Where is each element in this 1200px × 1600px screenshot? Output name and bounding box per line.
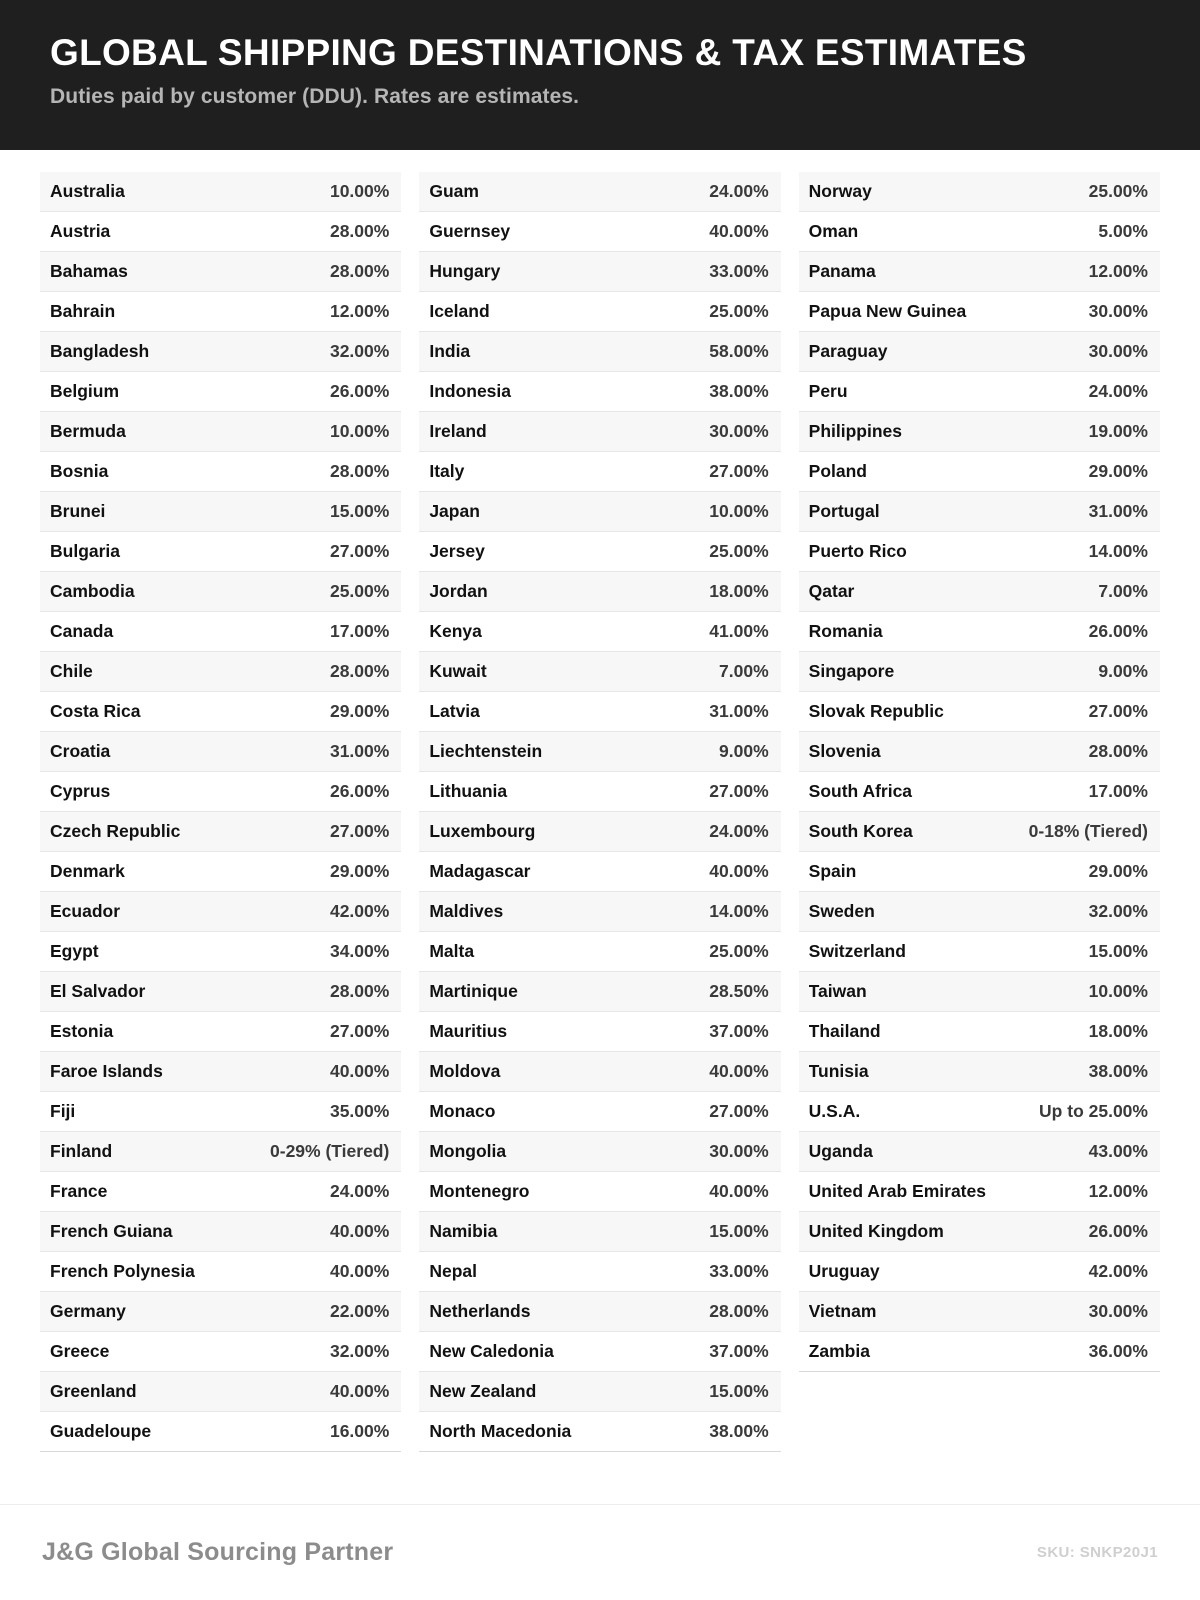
table-row (419, 1132, 780, 1172)
tax-rate-value: 25.00% (1088, 181, 1148, 201)
country-name: Greece (50, 1341, 110, 1361)
table-row (40, 812, 401, 852)
country-name: Netherlands (429, 1301, 531, 1321)
table-row (40, 252, 401, 292)
tax-rate-value: 9.00% (1098, 661, 1148, 681)
table-row (40, 1012, 401, 1052)
country-name: Czech Republic (50, 821, 181, 841)
tax-rate-value: 30.00% (1088, 301, 1148, 321)
country-name: Guam (429, 181, 479, 201)
table-row (799, 492, 1160, 532)
country-name: Australia (50, 181, 125, 201)
table-row (799, 812, 1160, 852)
table-row (40, 1132, 401, 1172)
tax-rate-value: 27.00% (709, 781, 769, 801)
country-name: Ireland (429, 421, 487, 441)
page-header (0, 0, 1200, 150)
country-name: Oman (808, 221, 859, 241)
rates-column-2 (419, 172, 780, 1452)
tax-rate-value: 10.00% (709, 501, 769, 521)
table-row (419, 812, 780, 852)
tax-rate-value: 40.00% (709, 1061, 769, 1081)
table-row (40, 1092, 401, 1132)
table-row (419, 372, 780, 412)
country-name: Guadeloupe (50, 1421, 152, 1441)
table-row (419, 1252, 780, 1292)
tax-rate-value: 28.00% (329, 261, 390, 281)
tax-rate-value: 14.00% (1088, 541, 1148, 561)
table-row (40, 372, 401, 412)
tax-rate-value: 12.00% (1088, 1181, 1148, 1201)
tax-rate-value: 0-29% (Tiered) (270, 1141, 390, 1161)
table-row (799, 852, 1160, 892)
table-row (419, 1292, 780, 1332)
page-subtitle: Duties paid by customer (DDU). Rates are estimates. (50, 84, 580, 108)
country-name: Switzerland (808, 941, 906, 961)
country-name: Peru (808, 381, 848, 401)
country-name: Chile (50, 661, 93, 681)
tax-rate-value: 58.00% (709, 341, 769, 361)
table-row (799, 612, 1160, 652)
tax-rate-value: 37.00% (709, 1341, 769, 1361)
tax-rate-value: 9.00% (719, 741, 769, 761)
tax-rate-value: 32.00% (329, 1341, 390, 1361)
table-row (40, 1212, 401, 1252)
country-name: Kuwait (429, 661, 487, 681)
country-name: Taiwan (808, 981, 867, 1001)
tax-rate-value: 35.00% (329, 1101, 390, 1121)
country-name: Slovenia (808, 741, 881, 761)
tax-rate-value: 14.00% (709, 901, 769, 921)
table-row (419, 772, 780, 812)
tax-rate-value: 40.00% (329, 1061, 390, 1081)
table-row (799, 1092, 1160, 1132)
country-name: Romania (808, 621, 883, 641)
page-footer (0, 1504, 1200, 1600)
tax-rate-value: 31.00% (709, 701, 769, 721)
table-row (419, 1012, 780, 1052)
tax-rate-value: 37.00% (709, 1021, 769, 1041)
country-name: France (50, 1181, 108, 1201)
country-name: Costa Rica (50, 701, 141, 721)
tax-rate-value: 5.00% (1098, 221, 1148, 241)
tax-rate-value: 26.00% (329, 381, 390, 401)
tax-rate-value: 30.00% (709, 421, 769, 441)
tax-rate-value: 33.00% (709, 261, 769, 281)
table-row (799, 1292, 1160, 1332)
table-row (40, 1172, 401, 1212)
country-name: Cambodia (50, 581, 135, 601)
country-name: Moldova (429, 1061, 501, 1081)
country-name: French Polynesia (50, 1261, 195, 1281)
tax-rate-value: 15.00% (329, 501, 390, 521)
country-name: Canada (50, 621, 114, 641)
tax-rate-value: 26.00% (1088, 621, 1148, 641)
country-name: Montenegro (429, 1181, 530, 1201)
table-row (799, 1212, 1160, 1252)
country-name: Portugal (808, 501, 880, 521)
country-name: Greenland (50, 1381, 137, 1401)
tax-rate-value: 10.00% (329, 421, 390, 441)
table-row (419, 1212, 780, 1252)
tax-rate-value: 24.00% (1088, 381, 1148, 401)
tax-rate-value: 16.00% (329, 1421, 390, 1441)
country-name: New Caledonia (429, 1341, 554, 1361)
country-name: Bangladesh (50, 341, 150, 361)
country-name: Hungary (429, 261, 501, 281)
tax-rate-value: 12.00% (329, 301, 390, 321)
tax-rate-value: 41.00% (709, 621, 769, 641)
table-row (419, 492, 780, 532)
table-row (799, 692, 1160, 732)
country-name: Mongolia (429, 1141, 507, 1161)
country-name: Fiji (50, 1101, 76, 1121)
country-name: Estonia (50, 1021, 114, 1041)
table-row (40, 852, 401, 892)
tax-rate-value: Up to 25.00% (1039, 1101, 1148, 1121)
country-name: Panama (808, 261, 876, 281)
tax-rate-value: 22.00% (329, 1301, 390, 1321)
country-name: Bahrain (50, 301, 116, 321)
table-row (40, 492, 401, 532)
table-row (40, 1052, 401, 1092)
table-row (419, 1412, 780, 1452)
table-row (40, 172, 401, 212)
country-name: Tunisia (808, 1061, 869, 1081)
table-row (799, 212, 1160, 252)
page-title: GLOBAL SHIPPING DESTINATIONS & TAX ESTIMATES (50, 32, 1027, 73)
country-name: Kenya (429, 621, 482, 641)
country-name: Monaco (429, 1101, 496, 1121)
country-name: Lithuania (429, 781, 508, 801)
country-name: India (429, 341, 471, 361)
table-row (419, 1092, 780, 1132)
table-row (40, 212, 401, 252)
table-row (799, 372, 1160, 412)
tax-rate-value: 34.00% (329, 941, 390, 961)
tax-rate-value: 12.00% (1088, 261, 1148, 281)
tax-rate-value: 19.00% (1088, 421, 1148, 441)
tax-rate-value: 38.00% (709, 381, 769, 401)
table-row (799, 532, 1160, 572)
brand-label: J&G Global Sourcing Partner (42, 1538, 394, 1566)
table-row (40, 452, 401, 492)
table-row (799, 932, 1160, 972)
table-row (419, 852, 780, 892)
tax-rate-value: 42.00% (329, 901, 390, 921)
tax-rate-value: 15.00% (709, 1381, 769, 1401)
tax-rate-value: 30.00% (1088, 341, 1148, 361)
tax-rate-value: 29.00% (1088, 861, 1148, 881)
tax-rate-value: 26.00% (1088, 1221, 1148, 1241)
country-name: Maldives (429, 901, 504, 921)
country-name: United Kingdom (808, 1221, 944, 1241)
tax-rate-value: 27.00% (1088, 701, 1148, 721)
tax-rate-value: 28.00% (329, 221, 390, 241)
table-row (419, 572, 780, 612)
table-row (799, 892, 1160, 932)
table-row (40, 1252, 401, 1292)
table-row (799, 972, 1160, 1012)
table-row (799, 772, 1160, 812)
country-name: Indonesia (429, 381, 512, 401)
rates-columns (0, 150, 1200, 1452)
country-name: Bahamas (50, 261, 128, 281)
tax-rate-value: 25.00% (709, 941, 769, 961)
sku-label: SKU: SNKP20J1 (1036, 1544, 1158, 1561)
tax-rate-value: 36.00% (1088, 1341, 1148, 1361)
tax-rate-value: 27.00% (709, 461, 769, 481)
table-row (799, 1012, 1160, 1052)
tax-rate-value: 10.00% (329, 181, 390, 201)
table-row (799, 732, 1160, 772)
table-row (40, 1372, 401, 1412)
tax-rate-value: 27.00% (709, 1101, 769, 1121)
tax-rate-value: 27.00% (329, 541, 390, 561)
table-row (419, 412, 780, 452)
country-name: Iceland (429, 301, 490, 321)
table-row (40, 692, 401, 732)
tax-rate-value: 24.00% (709, 821, 769, 841)
table-row (799, 652, 1160, 692)
table-row (419, 532, 780, 572)
table-row (40, 652, 401, 692)
table-row (799, 292, 1160, 332)
tax-rate-value: 26.00% (329, 781, 390, 801)
table-row (40, 572, 401, 612)
country-name: Singapore (808, 661, 895, 681)
table-row (40, 892, 401, 932)
table-row (799, 332, 1160, 372)
table-row (419, 212, 780, 252)
country-name: South Korea (808, 821, 913, 841)
tax-rate-value: 17.00% (1088, 781, 1148, 801)
tax-rate-value: 17.00% (329, 621, 390, 641)
country-name: Germany (50, 1301, 126, 1321)
tax-rate-value: 40.00% (329, 1261, 390, 1281)
country-name: Egypt (50, 941, 99, 961)
tax-rate-value: 7.00% (719, 661, 769, 681)
country-name: Norway (808, 181, 872, 201)
country-name: New Zealand (429, 1381, 537, 1401)
table-row (799, 412, 1160, 452)
table-row (40, 1332, 401, 1372)
table-row (419, 972, 780, 1012)
table-row (40, 932, 401, 972)
table-row (419, 1332, 780, 1372)
country-name: Namibia (429, 1221, 498, 1241)
tax-rate-value: 40.00% (709, 1181, 769, 1201)
table-row (40, 1292, 401, 1332)
table-row (40, 1412, 401, 1452)
tax-rate-value: 28.00% (329, 461, 390, 481)
tax-rate-value: 28.00% (329, 981, 390, 1001)
table-row (40, 292, 401, 332)
tax-rate-value: 28.00% (329, 661, 390, 681)
tax-rate-value: 27.00% (329, 1021, 390, 1041)
country-name: Belgium (50, 381, 120, 401)
country-name: Cyprus (50, 781, 111, 801)
country-name: South Africa (808, 781, 913, 801)
country-name: Croatia (50, 741, 111, 761)
country-name: Uganda (808, 1141, 873, 1161)
country-name: Liechtenstein (429, 741, 543, 761)
country-name: El Salvador (50, 981, 146, 1001)
country-name: Latvia (429, 701, 480, 721)
table-row (799, 1132, 1160, 1172)
table-row (40, 412, 401, 452)
country-name: Italy (429, 461, 465, 481)
table-row (40, 972, 401, 1012)
country-name: Luxembourg (429, 821, 536, 841)
table-row (40, 612, 401, 652)
tax-rate-value: 29.00% (1088, 461, 1148, 481)
table-row (799, 572, 1160, 612)
country-name: Martinique (429, 981, 518, 1001)
country-name: U.S.A. (808, 1101, 861, 1121)
country-name: Papua New Guinea (808, 301, 967, 321)
country-name: Puerto Rico (808, 541, 907, 561)
tax-rate-value: 28.00% (709, 1301, 769, 1321)
country-name: Nepal (429, 1261, 477, 1281)
table-row (419, 652, 780, 692)
tax-rate-value: 38.00% (709, 1421, 769, 1441)
tax-rate-value: 40.00% (329, 1221, 390, 1241)
tax-rate-value: 7.00% (1098, 581, 1148, 601)
table-row (799, 452, 1160, 492)
country-name: Guernsey (429, 221, 511, 241)
table-row (419, 1372, 780, 1412)
tax-rate-value: 25.00% (709, 541, 769, 561)
tax-rate-value: 31.00% (329, 741, 390, 761)
country-name: Bosnia (50, 461, 109, 481)
table-row (419, 612, 780, 652)
country-name: Sweden (808, 901, 875, 921)
tax-rate-value: 38.00% (1088, 1061, 1148, 1081)
tax-rate-value: 25.00% (329, 581, 390, 601)
tax-rate-value: 0-18% (Tiered) (1028, 821, 1148, 841)
tax-rate-value: 31.00% (1088, 501, 1148, 521)
country-name: Qatar (808, 581, 855, 601)
country-name: Malta (429, 941, 475, 961)
country-name: Finland (50, 1141, 113, 1161)
rates-column-3 (799, 172, 1160, 1372)
table-row (799, 1332, 1160, 1372)
country-name: Jordan (429, 581, 488, 601)
country-name: Uruguay (808, 1261, 880, 1281)
table-row (40, 332, 401, 372)
tax-rate-value: 25.00% (709, 301, 769, 321)
country-name: Thailand (808, 1021, 881, 1041)
country-name: Faroe Islands (50, 1061, 163, 1081)
table-row (419, 172, 780, 212)
table-row (799, 252, 1160, 292)
country-name: Philippines (808, 421, 903, 441)
rates-column-1 (40, 172, 401, 1452)
tax-rate-value: 10.00% (1088, 981, 1148, 1001)
table-row (419, 252, 780, 292)
country-name: North Macedonia (429, 1421, 572, 1441)
country-name: Denmark (50, 861, 125, 881)
tax-rate-value: 32.00% (329, 341, 390, 361)
table-row (419, 332, 780, 372)
tax-rate-value: 15.00% (1088, 941, 1148, 961)
country-name: Jersey (429, 541, 485, 561)
table-row (419, 692, 780, 732)
tax-rate-value: 30.00% (709, 1141, 769, 1161)
tax-rate-value: 24.00% (329, 1181, 390, 1201)
tax-rate-value: 18.00% (709, 581, 769, 601)
country-name: Spain (808, 861, 857, 881)
tax-rate-value: 32.00% (1088, 901, 1148, 921)
country-name: Brunei (50, 501, 106, 521)
table-row (419, 292, 780, 332)
table-row (799, 1252, 1160, 1292)
tax-rate-value: 29.00% (329, 861, 390, 881)
country-name: Japan (429, 501, 480, 521)
country-name: Poland (808, 461, 867, 481)
table-row (419, 1172, 780, 1212)
table-row (419, 1052, 780, 1092)
tax-rate-value: 40.00% (709, 861, 769, 881)
table-row (419, 932, 780, 972)
table-row (40, 772, 401, 812)
country-name: Ecuador (50, 901, 121, 921)
country-name: Mauritius (429, 1021, 508, 1041)
country-name: United Arab Emirates (808, 1181, 986, 1201)
country-name: Vietnam (808, 1301, 877, 1321)
tax-rate-value: 28.00% (1088, 741, 1148, 761)
country-name: Slovak Republic (808, 701, 944, 721)
table-row (40, 732, 401, 772)
tax-rate-value: 43.00% (1088, 1141, 1148, 1161)
tax-rate-value: 40.00% (329, 1381, 390, 1401)
table-row (419, 732, 780, 772)
tax-rate-value: 30.00% (1088, 1301, 1148, 1321)
table-row (419, 892, 780, 932)
tax-rate-value: 18.00% (1088, 1021, 1148, 1041)
table-row (419, 452, 780, 492)
country-name: French Guiana (50, 1221, 173, 1241)
tax-rate-value: 33.00% (709, 1261, 769, 1281)
table-row (799, 1052, 1160, 1092)
country-name: Madagascar (429, 861, 531, 881)
tax-rate-value: 42.00% (1088, 1261, 1148, 1281)
tax-rate-value: 40.00% (709, 221, 769, 241)
tax-rate-value: 15.00% (709, 1221, 769, 1241)
tax-rate-value: 29.00% (329, 701, 390, 721)
country-name: Austria (50, 221, 111, 241)
table-row (799, 172, 1160, 212)
tax-rate-value: 28.50% (709, 981, 769, 1001)
tax-rate-value: 27.00% (329, 821, 390, 841)
country-name: Bermuda (50, 421, 126, 441)
country-name: Bulgaria (50, 541, 121, 561)
tax-rate-value: 24.00% (709, 181, 769, 201)
table-row (40, 532, 401, 572)
country-name: Zambia (808, 1341, 870, 1361)
table-row (799, 1172, 1160, 1212)
country-name: Paraguay (808, 341, 888, 361)
